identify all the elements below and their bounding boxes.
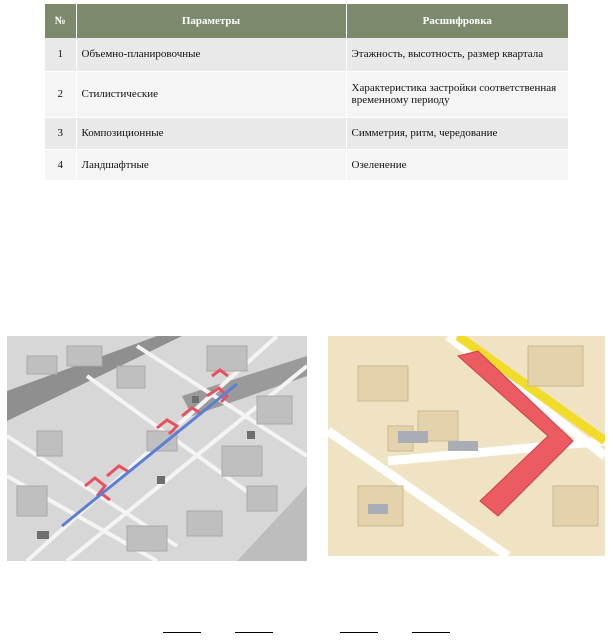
row-parameter: Стилистические — [76, 71, 346, 117]
header-parameters: Параметры — [76, 4, 346, 38]
parameters-table — [45, 4, 568, 181]
rule-mark — [412, 632, 450, 633]
rule-mark — [340, 632, 378, 633]
rule-mark — [163, 632, 201, 633]
row-number: 4 — [45, 149, 76, 180]
row-description: Этажность, высотность, размер квартала — [346, 38, 568, 71]
rule-mark — [235, 632, 273, 633]
table-row — [45, 71, 568, 117]
header-description: Расшифровка — [346, 4, 568, 38]
row-description: Характеристика застройки соответственная временному периоду — [346, 71, 568, 117]
row-description: Симметрия, ритм, чередование — [346, 117, 568, 149]
row-parameter: Ландшафтные — [76, 149, 346, 180]
row-number: 3 — [45, 117, 76, 149]
city-3d-map — [328, 336, 605, 556]
header-number: № — [45, 4, 76, 38]
bottom-rule-marks — [0, 632, 613, 640]
table-row — [45, 117, 568, 149]
street-plan-map — [7, 336, 307, 561]
table-row — [45, 38, 568, 71]
row-number: 2 — [45, 71, 76, 117]
row-description: Озеленение — [346, 149, 568, 180]
row-parameter: Объемно-планировочные — [76, 38, 346, 71]
table-header-row — [45, 4, 568, 38]
row-parameter: Композиционные — [76, 117, 346, 149]
table-row — [45, 149, 568, 180]
row-number: 1 — [45, 38, 76, 71]
